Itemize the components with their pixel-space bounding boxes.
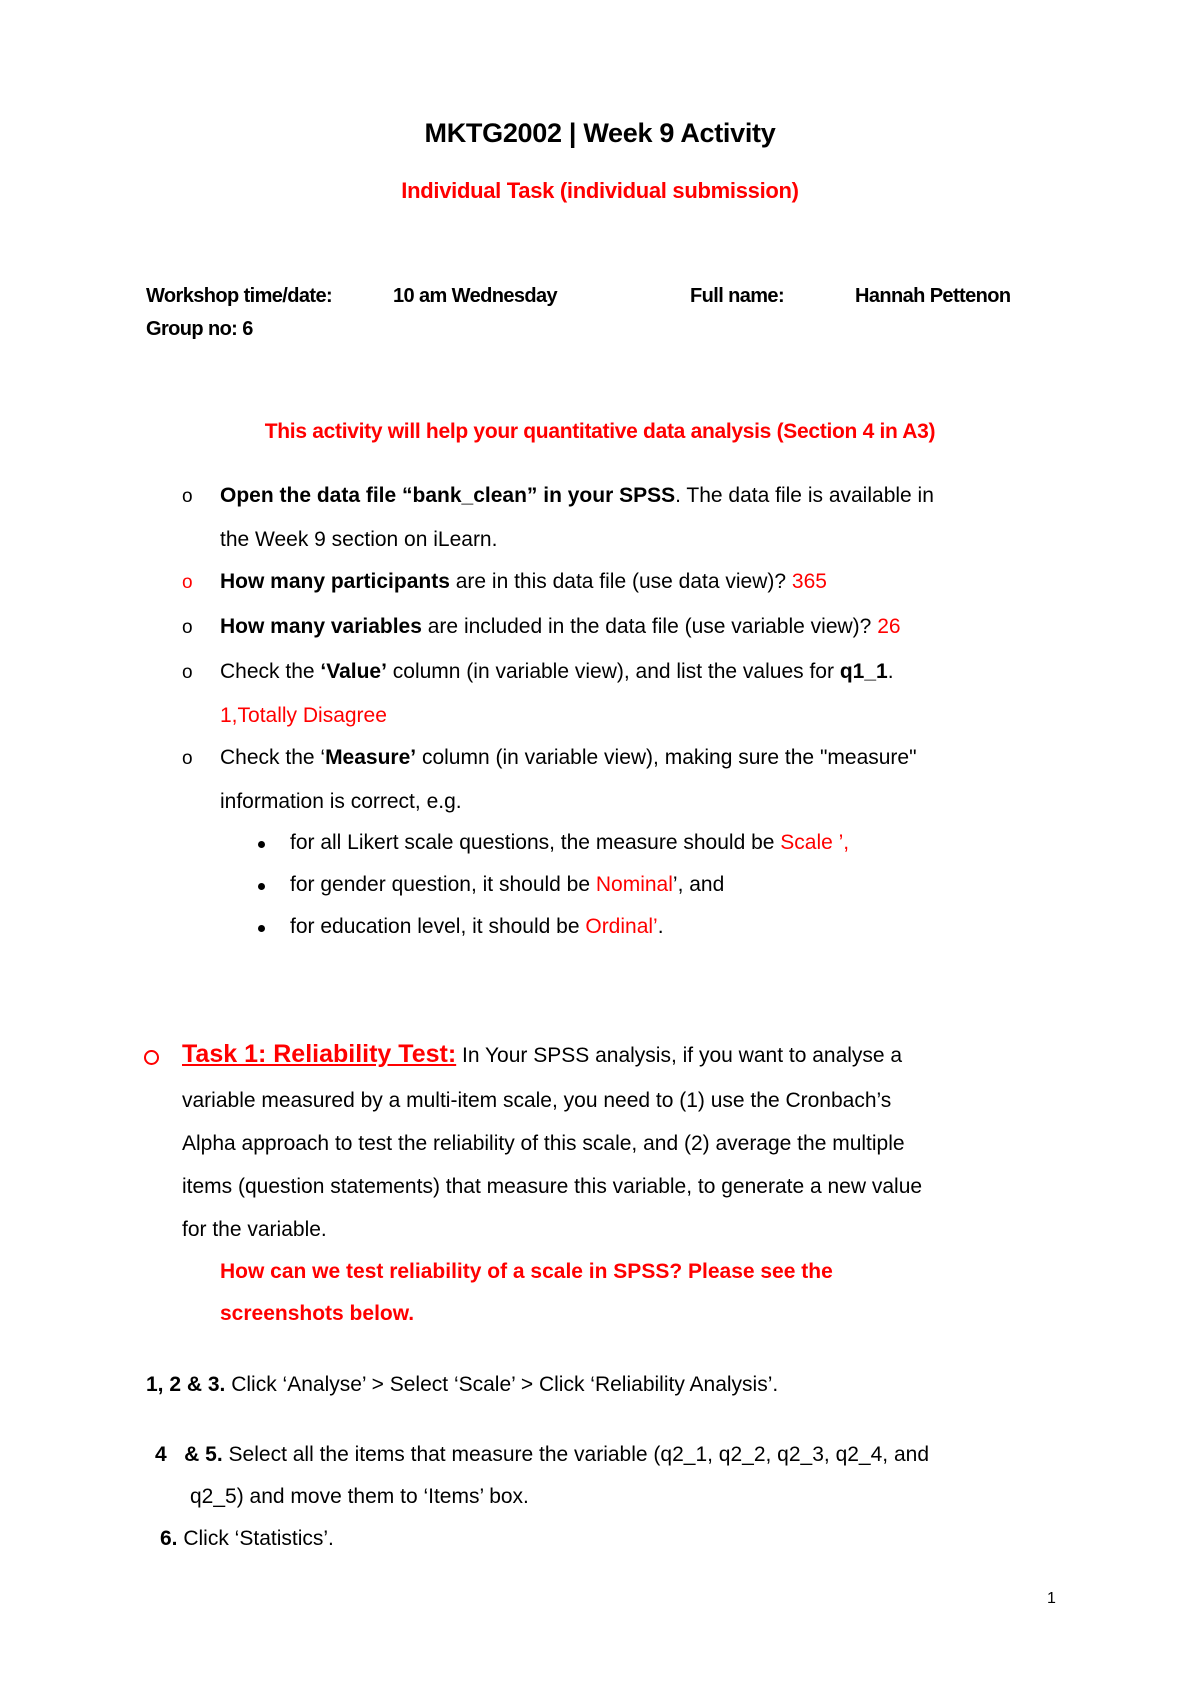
step-6-number: 6. [160, 1527, 178, 1550]
page-subtitle: Individual Task (individual submission) [401, 178, 799, 203]
item-participants-rest: are in this data file (use data view)? [449, 570, 792, 593]
step-123-text: Click ‘Analyse’ > Select ‘Scale’ > Click ‘Reliability Analysis’. [225, 1373, 779, 1396]
task1-line2: variable measured by a multi-item scale, you need to (1) use the Cronbach’s [182, 1089, 892, 1112]
task1-question-line2: screenshots below. [220, 1302, 415, 1325]
bullet-dot-icon [258, 841, 265, 848]
step-6 [160, 1527, 334, 1551]
bullet-dot-icon [258, 883, 265, 890]
step-45-text: Select all the items that measure the variable (q2_1, q2_2, q2_3, q2_4, and [222, 1443, 929, 1466]
item-open-rest: . The data file is available in [675, 484, 934, 507]
step-1-2-3 [146, 1373, 778, 1397]
page-number: 1 [1047, 1590, 1056, 1607]
sub3-red: Ordinal’ [585, 915, 658, 938]
item-measure-rest: column (in variable view), making sure the "measure" [416, 746, 917, 769]
item-value-column [220, 660, 894, 684]
task1-question-line1: How can we test reliability of a scale in SPSS? Please see the [220, 1260, 833, 1283]
variables-answer: 26 [877, 615, 901, 638]
item-variables [220, 615, 901, 639]
workshop-value: 10 am Wednesday [393, 285, 558, 307]
item-participants [220, 570, 827, 594]
sub2-pre: for gender question, it should be [290, 873, 596, 896]
task1-line4: items (question statements) that measure this variable, to generate a new value [182, 1175, 923, 1198]
item-value-end: . [887, 660, 894, 683]
item-open-line2: the Week 9 section on iLearn. [220, 528, 498, 551]
bullet-dot-icon [258, 925, 265, 932]
sub3-pre: for education level, it should be [290, 915, 586, 938]
fullname-value: Hannah Pettenon [855, 285, 1011, 307]
step-4-5-line2: q2_5) and move them to ‘Items’ box. [190, 1485, 529, 1508]
item-value-pre: Check the [220, 660, 321, 683]
item-value-mid: column (in variable view), and list the values for [386, 660, 840, 683]
item-variables-bold: How many variables [220, 615, 422, 638]
item-variables-rest: are included in the data file (use variable view)? [421, 615, 878, 638]
participants-answer: 365 [791, 570, 827, 593]
page-title: MKTG2002 | Week 9 Activity [424, 118, 776, 148]
bullet-icon: o [182, 748, 193, 769]
bullet-icon: o [182, 617, 193, 638]
sub3-post: . [657, 915, 664, 938]
task-bullet-icon [144, 1050, 159, 1065]
bullet-icon: o [182, 486, 193, 507]
step-123-number: 1, 2 & 3. [146, 1373, 226, 1396]
value-answer: 1,Totally Disagree [220, 704, 387, 727]
task1-line3: Alpha approach to test the reliability of this scale, and (2) average the multiple [182, 1132, 905, 1155]
sub1-pre: for all Likert scale questions, the measure should be [290, 831, 781, 854]
step-4-5 [155, 1443, 929, 1467]
item-open-data-file [220, 484, 934, 508]
step-6-text: Click ‘Statistics’. [177, 1527, 334, 1550]
bullet-icon: o [182, 662, 193, 683]
sub2-post: ’, and [672, 873, 725, 896]
sub1-red: Scale ’, [780, 831, 850, 854]
step-45-number: 4 & 5. [155, 1443, 223, 1466]
task1-line1 [182, 1040, 902, 1069]
item-measure-column [220, 746, 917, 770]
bullet-icon: o [182, 572, 193, 593]
lead-statement: This activity will help your quantitative data analysis (Section 4 in A3) [264, 420, 936, 443]
sub-item-gender [290, 873, 724, 897]
item-measure-pre: Check the ‘ [220, 746, 326, 769]
fullname-label: Full name: [690, 285, 785, 307]
item-value-bold2: q1_1 [839, 660, 888, 683]
workshop-label: Workshop time/date: [146, 285, 333, 307]
sub-item-likert [290, 831, 849, 855]
group-number: Group no: 6 [146, 318, 253, 340]
item-measure-line2: information is correct, e.g. [220, 790, 462, 813]
item-value-bold: ‘Value’ [320, 660, 387, 683]
sub-item-education [290, 915, 664, 939]
sub2-red: Nominal [595, 873, 673, 896]
item-measure-bold: Measure’ [325, 746, 417, 769]
task1-line1-text: In Your SPSS analysis, if you want to analyse a [456, 1044, 903, 1067]
item-open-bold: Open the data file “bank_clean” in your SPSS [220, 484, 676, 507]
task1-line5: for the variable. [182, 1218, 327, 1241]
task1-heading: Task 1: Reliability Test: [182, 1040, 457, 1068]
item-participants-bold: How many participants [220, 570, 450, 593]
